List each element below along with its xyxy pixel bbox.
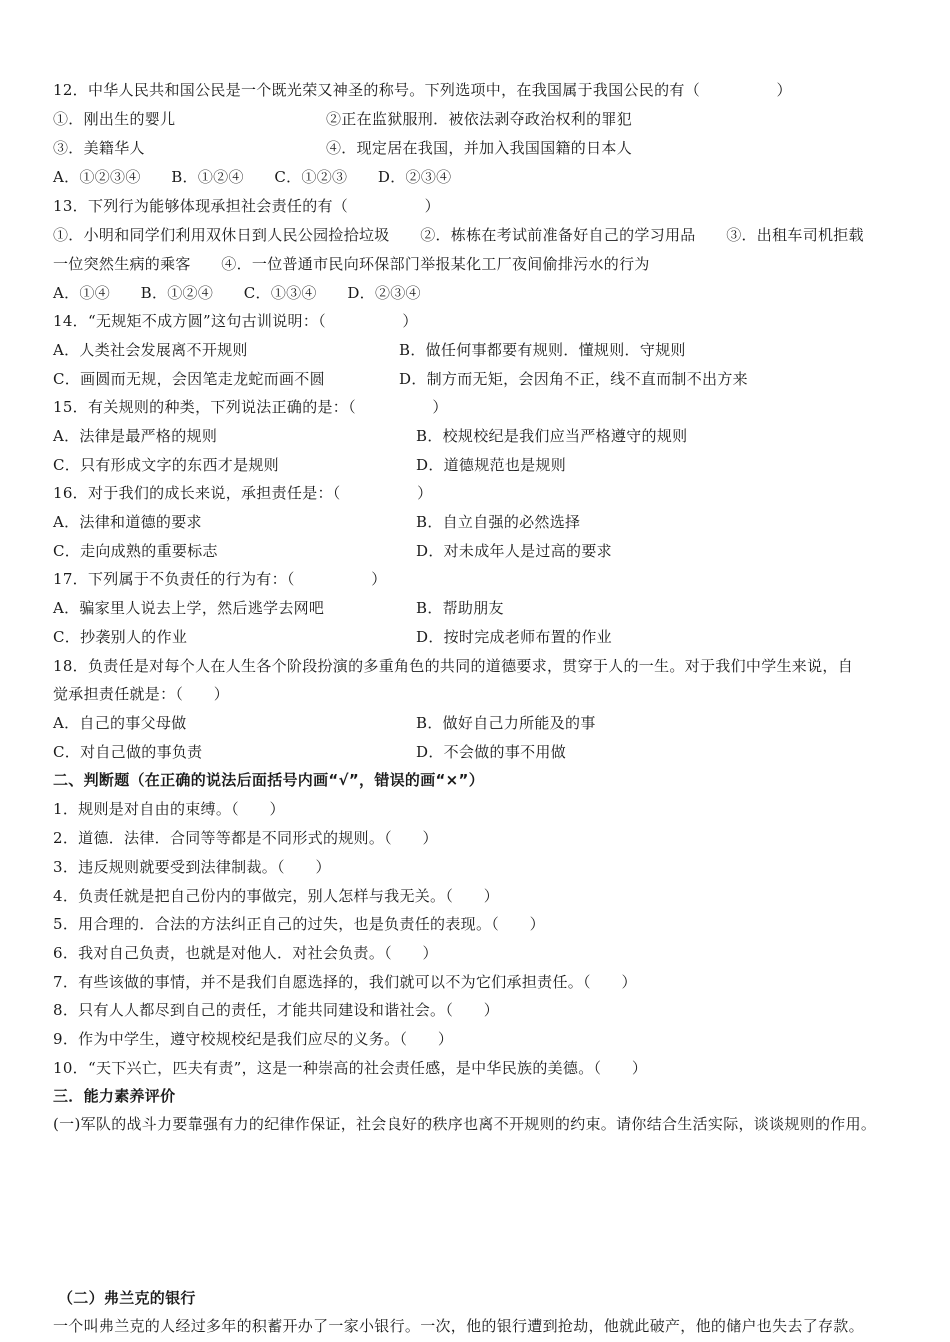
q12-option-3: ③．美籍华人 (53, 139, 145, 157)
q17-option-a: A．骗家里人说去上学，然后逃学去网吧 (53, 599, 325, 617)
q16-stem: 16．对于我们的成长来说，承担责任是：（ ） (53, 484, 433, 502)
judgment-item: 1．规则是对自由的束缚。（ ） (53, 800, 285, 818)
q13-stem: 13．下列行为能够体现承担社会责任的有（ ） (53, 197, 440, 215)
q18-option-a: A．自己的事父母做 (53, 714, 187, 732)
q16-option-c: C．走向成熟的重要标志 (53, 542, 218, 560)
ability-question-2-text: 一个叫弗兰克的人经过多年的积蓄开办了一家小银行。一次，他的银行遭到抢劫，他就此破产，他的储户也失去了存款。 (53, 1317, 864, 1335)
q14-option-a: A．人类社会发展离不开规则 (53, 341, 248, 359)
q13-body-line-1: ①．小明和同学们利用双休日到人民公园捡拾垃圾 ②．栋栋在考试前准备好自己的学习用品 ③．出租车司机拒载 (53, 226, 864, 244)
q17-option-b: B．帮助朋友 (416, 599, 504, 617)
q13-answers: A．①④ B．①②④ C．①③④ D．②③④ (53, 284, 421, 302)
judgment-item: 4．负责任就是把自己份内的事做完，别人怎样与我无关。（ ） (53, 887, 500, 905)
ability-question-1: (一)军队的战斗力要靠强有力的纪律作保证，社会良好的秩序也离不开规则的约束。请你结合生活实际，谈谈规则的作用。 (53, 1115, 877, 1133)
q15-option-c: C．只有形成文字的东西才是规则 (53, 456, 279, 474)
q17-option-d: D．按时完成老师布置的作业 (416, 628, 612, 646)
q16-option-a: A．法律和道德的要求 (53, 513, 202, 531)
q15-option-d: D．道德规范也是规则 (416, 456, 567, 474)
q18-stem-line-2: 觉承担责任就是：（ ） (53, 685, 230, 703)
judgment-item: 9．作为中学生，遵守校规校纪是我们应尽的义务。（ ） (53, 1030, 454, 1048)
q14-option-d: D．制方而无矩，会因角不正，线不直而制不出方来 (399, 370, 748, 388)
q17-stem: 17．下列属于不负责任的行为有：（ ） (53, 570, 387, 588)
q14-option-c: C．画圆而无规，会因笔走龙蛇而画不圆 (53, 370, 325, 388)
q18-option-c: C．对自己做的事负责 (53, 743, 203, 761)
judgment-item: 8．只有人人都尽到自己的责任，才能共同建设和谐社会。（ ） (53, 1001, 500, 1019)
q18-option-b: B．做好自己力所能及的事 (416, 714, 596, 732)
ability-section-heading: 三．能力素养评价 (53, 1087, 176, 1105)
q15-option-a: A．法律是最严格的规则 (53, 427, 218, 445)
ability-question-2-heading: （二）弗兰克的银行 (58, 1289, 196, 1307)
q16-option-b: B．自立自强的必然选择 (416, 513, 581, 531)
judgment-section-heading: 二、判断题（在正确的说法后面括号内画“√”，错误的画“×”） (53, 771, 485, 789)
q18-stem-line-1: 18．负责任是对每个人在人生各个阶段扮演的多重角色的共同的道德要求，贯穿于人的一生。对于我们中学生来说，自 (53, 657, 853, 675)
q14-stem: 14．“无规矩不成方圆”这句古训说明：（ ） (53, 312, 418, 330)
q17-option-c: C．抄袭别人的作业 (53, 628, 188, 646)
q12-stem: 12．中华人民共和国公民是一个既光荣又神圣的称号。下列选项中，在我国属于我国公民的有（ ） (53, 81, 792, 99)
q16-option-d: D．对未成年人是过高的要求 (416, 542, 612, 560)
q12-option-4: ④．现定居在我国，并加入我国国籍的日本人 (326, 139, 633, 157)
q14-option-b: B．做任何事都要有规则．懂规则．守规则 (399, 341, 686, 359)
judgment-item: 7．有些该做的事情，并不是我们自愿选择的，我们就可以不为它们承担责任。（ ） (53, 973, 637, 991)
judgment-item: 5．用合理的．合法的方法纠正自己的过失，也是负责任的表现。（ ） (53, 915, 545, 933)
q15-stem: 15．有关规则的种类，下列说法正确的是：（ ） (53, 398, 448, 416)
judgment-item: 3．违反规则就要受到法律制裁。（ ） (53, 858, 331, 876)
judgment-item: 10．“天下兴亡，匹夫有责”，这是一种崇高的社会责任感，是中华民族的美德。（ ） (53, 1059, 648, 1077)
q12-answers: A．①②③④ B．①②④ C．①②③ D．②③④ (53, 168, 452, 186)
q18-option-d: D．不会做的事不用做 (416, 743, 567, 761)
judgment-item: 6．我对自己负责，也就是对他人．对社会负责。（ ） (53, 944, 438, 962)
q12-option-2: ②正在监狱服刑．被依法剥夺政治权利的罪犯 (326, 110, 633, 128)
q13-body-line-2: 一位突然生病的乘客 ④．一位普通市民向环保部门举报某化工厂夜间偷排污水的行为 (53, 255, 650, 273)
judgment-item: 2．道德．法律．合同等等都是不同形式的规则。（ ） (53, 829, 438, 847)
q15-option-b: B．校规校纪是我们应当严格遵守的规则 (416, 427, 688, 445)
q12-option-1: ①．刚出生的婴儿 (53, 110, 176, 128)
